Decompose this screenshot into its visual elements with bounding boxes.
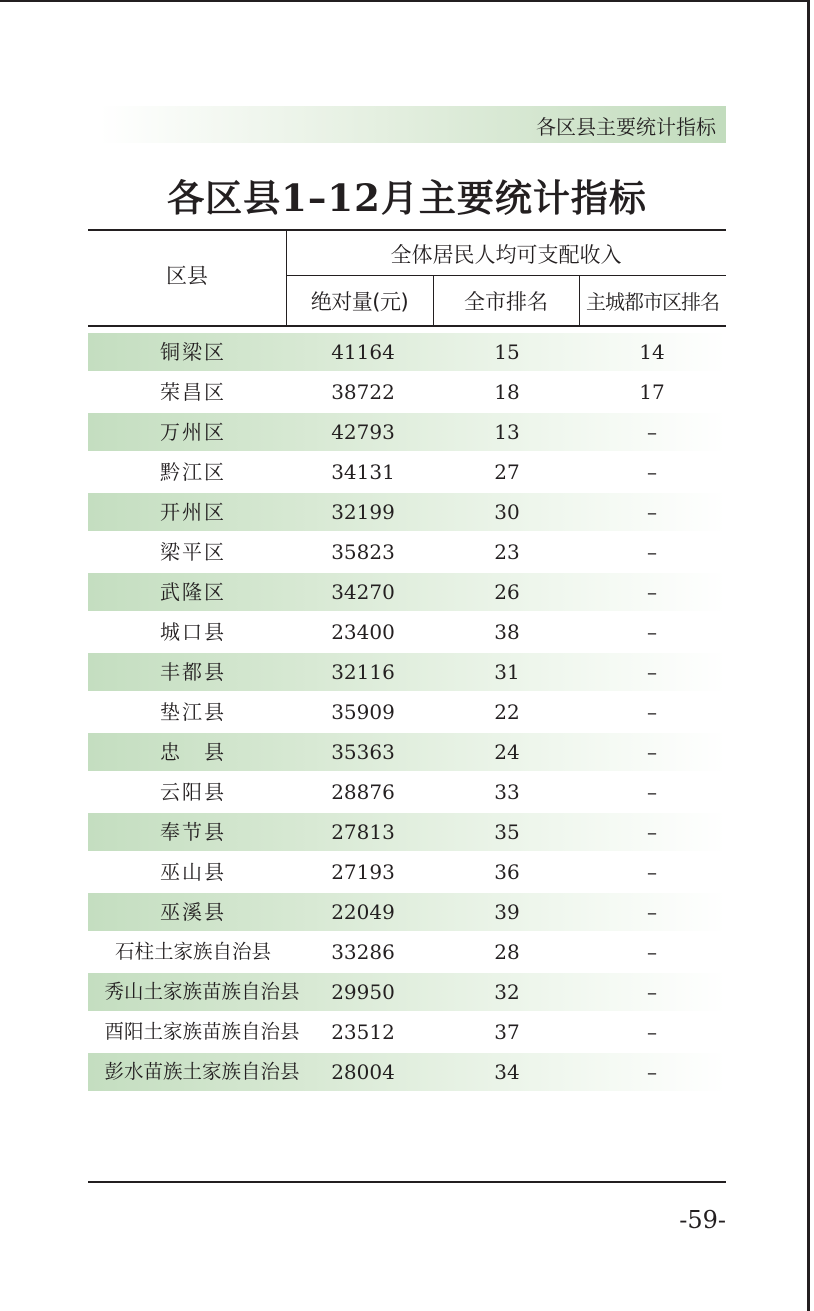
main-city-rank: – [647,940,657,964]
absolute-value: 27193 [331,860,395,884]
city-rank: 22 [494,700,520,724]
city-rank: 13 [494,420,520,444]
column-header-absolute: 绝对量(元) [310,290,409,314]
city-rank: 35 [494,820,520,844]
city-rank: 32 [494,980,520,1004]
table-row [88,413,726,451]
main-city-rank: 17 [639,380,665,404]
city-rank: 36 [494,860,520,884]
table-row [88,973,726,1011]
absolute-value: 27813 [331,820,395,844]
city-rank: 26 [494,580,520,604]
city-rank: 18 [494,380,520,404]
main-city-rank: – [647,900,657,924]
absolute-value: 35363 [331,740,395,764]
absolute-value: 33286 [331,940,395,964]
absolute-value: 23512 [331,1020,395,1044]
table-row [88,1013,726,1051]
city-rank: 39 [494,900,520,924]
district-name: 云阳县 [160,780,226,804]
table-row [88,573,726,611]
table-row [88,533,726,571]
absolute-value: 34131 [331,460,395,484]
main-city-rank: – [647,620,657,644]
district-name: 巫溪县 [160,900,226,924]
header-divider [286,275,726,276]
table-row [88,1053,726,1091]
city-rank: 31 [494,660,520,684]
absolute-value: 41164 [331,340,395,364]
main-city-rank: – [647,540,657,564]
city-rank: 37 [494,1020,520,1044]
district-name: 黔江区 [160,460,226,484]
main-city-rank: – [647,820,657,844]
main-city-rank: – [647,1060,657,1084]
absolute-value: 32116 [331,660,395,684]
city-rank: 38 [494,620,520,644]
city-rank: 33 [494,780,520,804]
table-row [88,893,726,931]
district-name: 万州区 [160,420,226,444]
table-row [88,693,726,731]
main-city-rank: – [647,700,657,724]
absolute-value: 35823 [331,540,395,564]
column-group-income: 全体居民人均可支配收入 [390,243,622,267]
absolute-value: 22049 [331,900,395,924]
district-name: 开州区 [160,500,226,524]
absolute-value: 28004 [331,1060,395,1084]
main-city-rank: – [647,580,657,604]
district-name: 荣昌区 [160,380,226,404]
district-name: 秀山土家族苗族自治县 [104,980,300,1003]
district-name: 垫江县 [160,700,226,724]
city-rank: 27 [494,460,520,484]
table-row [88,813,726,851]
table-row [88,733,726,771]
absolute-value: 29950 [331,980,395,1004]
district-name: 城口县 [160,620,226,644]
absolute-value: 35909 [331,700,395,724]
city-rank: 34 [494,1060,520,1084]
table-row [88,853,726,891]
district-name: 酉阳土家族苗族自治县 [104,1020,300,1043]
district-name: 彭水苗族土家族自治县 [104,1060,300,1083]
section-header-band [100,106,726,143]
table-row [88,653,726,691]
district-name: 铜梁区 [160,340,226,364]
main-city-rank: – [647,460,657,484]
district-name: 梁平区 [160,540,226,564]
column-header-district: 区县 [166,264,208,288]
city-rank: 30 [494,500,520,524]
column-header-main-city-rank: 主城都市区排名 [586,290,719,314]
absolute-value: 34270 [331,580,395,604]
district-name: 武隆区 [160,580,226,604]
absolute-value: 23400 [331,620,395,644]
absolute-value: 32199 [331,500,395,524]
footer-rule [88,1181,726,1183]
main-city-rank: – [647,420,657,444]
table-row [88,933,726,971]
city-rank: 28 [494,940,520,964]
district-name: 石柱土家族自治县 [114,940,271,963]
city-rank: 23 [494,540,520,564]
main-city-rank: – [647,780,657,804]
table-top-rule [88,229,726,231]
section-header-label: 各区县主要统计指标 [536,115,716,139]
table-row [88,333,726,371]
main-city-rank: – [647,860,657,884]
page-number: -59- [679,1206,726,1234]
absolute-value: 28876 [331,780,395,804]
city-rank: 15 [494,340,520,364]
city-rank: 24 [494,740,520,764]
table-row [88,613,726,651]
district-name: 忠 县 [160,740,226,764]
absolute-value: 38722 [331,380,395,404]
district-name: 丰都县 [160,660,226,684]
table-row [88,453,726,491]
table-row [88,493,726,531]
table-row [88,373,726,411]
absolute-value: 42793 [331,420,395,444]
main-city-rank: – [647,740,657,764]
main-city-rank: – [647,500,657,524]
district-name: 巫山县 [160,860,226,884]
main-city-rank: – [647,1020,657,1044]
page-title: 各区县1–12月主要统计指标 [167,176,647,220]
main-city-rank: – [647,980,657,1004]
main-city-rank: – [647,660,657,684]
column-header-city-rank: 全市排名 [464,290,548,314]
district-name: 奉节县 [160,820,226,844]
table-header-bottom-rule [88,325,726,327]
table-row [88,773,726,811]
main-city-rank: 14 [639,340,665,364]
